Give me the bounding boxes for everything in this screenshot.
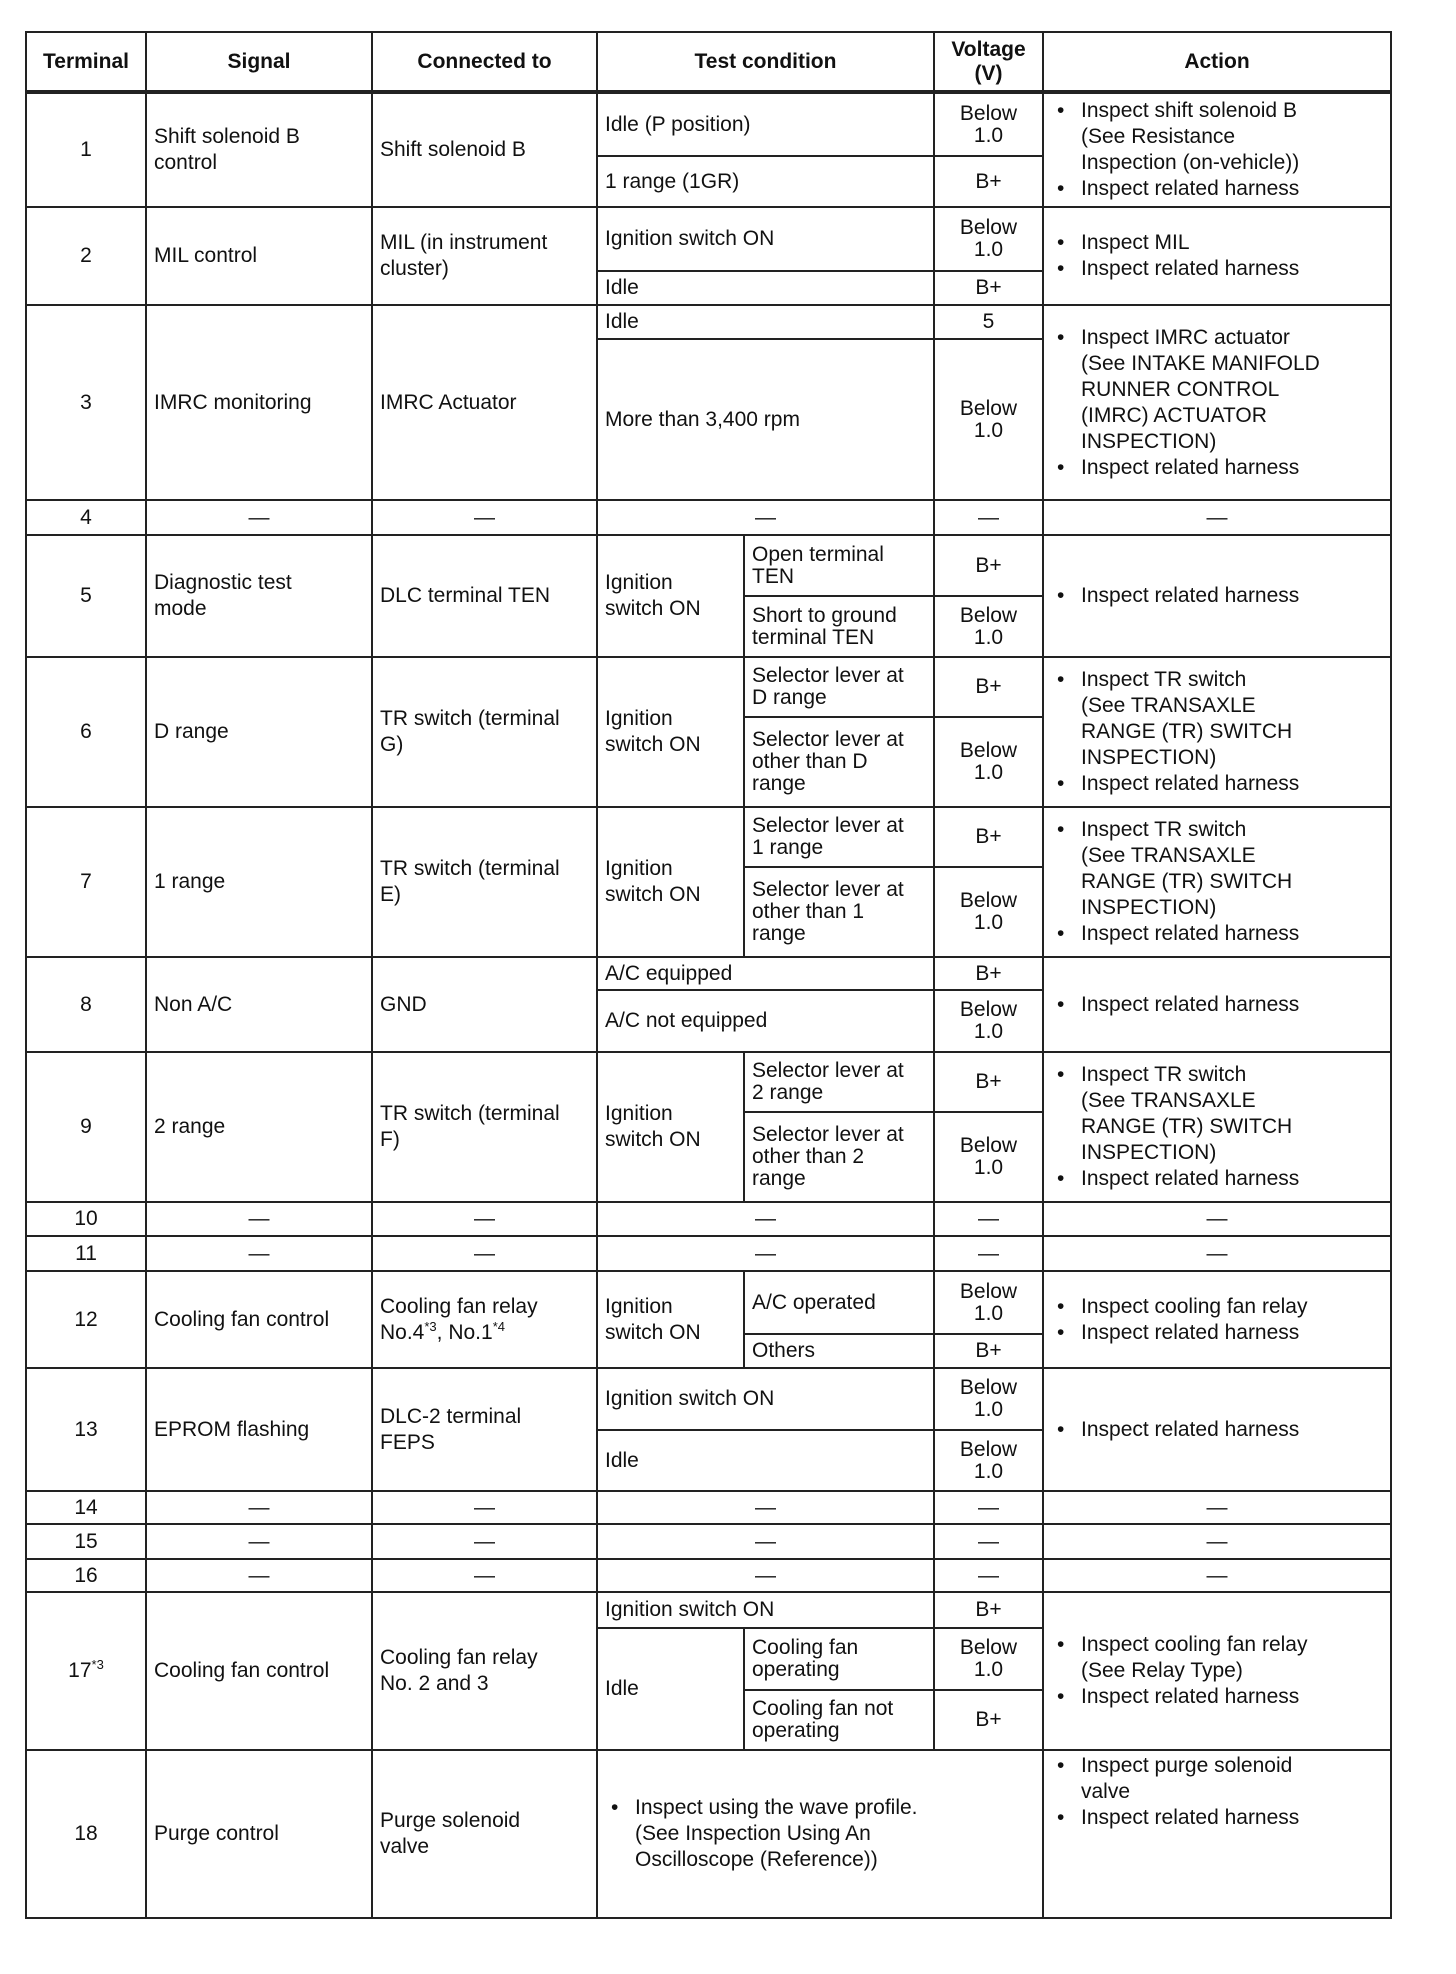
connected-to: TR switch (terminal G) — [372, 657, 597, 807]
action-cell — [1043, 1750, 1391, 1918]
action-item: • Inspect MIL — [1081, 230, 1383, 256]
action-item: • Inspect related harness — [1081, 1684, 1383, 1710]
action-cell — [1043, 535, 1391, 657]
action-item: • Inspect related harness — [1081, 921, 1383, 947]
signal-name: — — [146, 1202, 372, 1236]
test-condition-note — [597, 1750, 1043, 1918]
table-row — [26, 535, 1391, 596]
table-row — [26, 1368, 1391, 1430]
text-segment: Cooling fan relay No.4 — [380, 1294, 538, 1344]
signal-name: — — [146, 1236, 372, 1271]
voltage-value: Below 1.0 — [934, 717, 1043, 807]
action-item: • Inspect TR switch (See TRANSAXLE RANGE (TR) SWITCH INSPECTION) — [1081, 667, 1383, 771]
test-condition: Others — [744, 1334, 934, 1368]
action-item: • Inspect related harness — [1081, 583, 1383, 609]
voltage-value: Below 1.0 — [934, 1368, 1043, 1430]
terminal-number: 18 — [26, 1750, 146, 1918]
test-condition: — — [597, 1202, 934, 1236]
test-condition: A/C not equipped — [597, 990, 934, 1052]
action-item: • Inspect related harness — [1081, 1166, 1383, 1192]
header-voltage: Voltage (V) — [934, 32, 1043, 92]
test-condition: Short to ground terminal TEN — [744, 596, 934, 657]
action-cell — [1043, 305, 1391, 500]
voltage-value: B+ — [934, 957, 1043, 990]
action-list — [1051, 1417, 1383, 1443]
test-condition: More than 3,400 rpm — [597, 339, 934, 500]
signal-name: — — [146, 1559, 372, 1592]
voltage-value: — — [934, 1202, 1043, 1236]
voltage-value: Below 1.0 — [934, 596, 1043, 657]
voltage-value: 5 — [934, 305, 1043, 339]
action-list — [1051, 1753, 1383, 1831]
action-list — [1051, 1294, 1383, 1346]
signal-name: Cooling fan control — [146, 1592, 372, 1750]
table-row — [26, 92, 1391, 156]
connected-to: Cooling fan relay No. 2 and 3 — [372, 1592, 597, 1750]
text-segment: , No.1 — [436, 1320, 493, 1344]
text-segment: 17 — [68, 1659, 92, 1682]
terminal-number: 11 — [26, 1236, 146, 1271]
voltage-value: Below 1.0 — [934, 1112, 1043, 1202]
table-row — [26, 657, 1391, 717]
test-condition: — — [597, 1491, 934, 1524]
connected-to: Shift solenoid B — [372, 92, 597, 207]
test-condition: Ignition switch ON — [597, 1592, 934, 1628]
connected-to: — — [372, 1524, 597, 1559]
connected-to: — — [372, 500, 597, 535]
test-condition: Selector lever at other than D range — [744, 717, 934, 807]
terminal-number: 7 — [26, 807, 146, 957]
action-cell — [1043, 92, 1391, 207]
terminal-number: 5 — [26, 535, 146, 657]
connected-to: GND — [372, 957, 597, 1052]
terminal-number: 4 — [26, 500, 146, 535]
action-list — [1051, 667, 1383, 797]
connected-to: TR switch (terminal F) — [372, 1052, 597, 1202]
table-row — [26, 207, 1391, 271]
action-cell — [1043, 1592, 1391, 1750]
voltage-value: Below 1.0 — [934, 1628, 1043, 1690]
signal-name: Non A/C — [146, 957, 372, 1052]
action-item: • Inspect TR switch (See TRANSAXLE RANGE (TR) SWITCH INSPECTION) — [1081, 1062, 1383, 1166]
test-condition: Cooling fan operating — [744, 1628, 934, 1690]
table-row — [26, 957, 1391, 990]
terminal-number: 3 — [26, 305, 146, 500]
terminal-number — [26, 1592, 146, 1750]
voltage-value: Below 1.0 — [934, 92, 1043, 156]
table-row — [26, 1524, 1391, 1559]
note-item: • Inspect using the wave profile. (See Inspection Using An Oscilloscope (Reference)) — [635, 1795, 1035, 1873]
test-condition: Idle (P position) — [597, 92, 934, 156]
test-condition-group: Ignition switch ON — [597, 1271, 744, 1368]
connected-to: IMRC Actuator — [372, 305, 597, 500]
note-list — [605, 1795, 1035, 1873]
signal-name: Diagnostic test mode — [146, 535, 372, 657]
action-item: • Inspect shift solenoid B (See Resistance Inspection (on-vehicle)) — [1081, 98, 1383, 176]
header-signal: Signal — [146, 32, 372, 92]
terminal-number: 2 — [26, 207, 146, 305]
action-cell: — — [1043, 1236, 1391, 1271]
action-list — [1051, 992, 1383, 1018]
action-cell: — — [1043, 1559, 1391, 1592]
action-item: • Inspect TR switch (See TRANSAXLE RANGE (TR) SWITCH INSPECTION) — [1081, 817, 1383, 921]
footnote-marker: *4 — [492, 1318, 505, 1334]
action-cell — [1043, 957, 1391, 1052]
action-item: • Inspect purge solenoid valve — [1081, 1753, 1383, 1805]
signal-name: D range — [146, 657, 372, 807]
header-test-condition: Test condition — [597, 32, 934, 92]
action-item: • Inspect cooling fan relay (See Relay Type) — [1081, 1632, 1383, 1684]
test-condition: Selector lever at other than 2 range — [744, 1112, 934, 1202]
test-condition-group: Idle — [597, 1628, 744, 1750]
voltage-value: B+ — [934, 1690, 1043, 1750]
voltage-value: Below 1.0 — [934, 1430, 1043, 1491]
test-condition: — — [597, 1559, 934, 1592]
test-condition-group: Ignition switch ON — [597, 1052, 744, 1202]
signal-name: — — [146, 500, 372, 535]
terminal-number: 10 — [26, 1202, 146, 1236]
voltage-value: — — [934, 1524, 1043, 1559]
terminal-number: 9 — [26, 1052, 146, 1202]
voltage-value: B+ — [934, 156, 1043, 207]
voltage-value: — — [934, 500, 1043, 535]
table-row — [26, 1491, 1391, 1524]
action-item: • Inspect related harness — [1081, 1320, 1383, 1346]
action-item: • Inspect IMRC actuator (See INTAKE MANIFOLD RUNNER CONTROL (IMRC) ACTUATOR INSPECTION) — [1081, 325, 1383, 455]
test-condition: Open terminal TEN — [744, 535, 934, 596]
test-condition: Selector lever at D range — [744, 657, 934, 717]
voltage-value: Below 1.0 — [934, 1271, 1043, 1334]
action-cell — [1043, 1271, 1391, 1368]
voltage-value: B+ — [934, 1592, 1043, 1628]
test-condition: Selector lever at 2 range — [744, 1052, 934, 1112]
terminal-number: 16 — [26, 1559, 146, 1592]
signal-name: Shift solenoid B control — [146, 92, 372, 207]
test-condition: A/C equipped — [597, 957, 934, 990]
test-condition: — — [597, 500, 934, 535]
voltage-value: Below 1.0 — [934, 207, 1043, 271]
action-item: • Inspect related harness — [1081, 1417, 1383, 1443]
test-condition: — — [597, 1524, 934, 1559]
connected-to: TR switch (terminal E) — [372, 807, 597, 957]
terminal-number: 12 — [26, 1271, 146, 1368]
connected-to: DLC-2 terminal FEPS — [372, 1368, 597, 1491]
signal-name: 1 range — [146, 807, 372, 957]
test-condition-group: Ignition switch ON — [597, 535, 744, 657]
signal-name: — — [146, 1524, 372, 1559]
table-row — [26, 500, 1391, 535]
terminal-number: 15 — [26, 1524, 146, 1559]
action-list — [1051, 817, 1383, 947]
voltage-value: B+ — [934, 1052, 1043, 1112]
test-condition: — — [597, 1236, 934, 1271]
header-connected-to: Connected to — [372, 32, 597, 92]
test-condition: Cooling fan not operating — [744, 1690, 934, 1750]
action-cell — [1043, 207, 1391, 305]
header-action: Action — [1043, 32, 1391, 92]
terminal-number: 13 — [26, 1368, 146, 1491]
action-cell: — — [1043, 1524, 1391, 1559]
voltage-value: B+ — [934, 535, 1043, 596]
action-cell: — — [1043, 1491, 1391, 1524]
voltage-value: Below 1.0 — [934, 990, 1043, 1052]
action-item: • Inspect related harness — [1081, 256, 1383, 282]
header-row — [26, 32, 1391, 92]
terminal-number: 1 — [26, 92, 146, 207]
signal-name: Purge control — [146, 1750, 372, 1918]
terminal-voltage-table — [25, 31, 1392, 1919]
voltage-value: B+ — [934, 657, 1043, 717]
voltage-value: Below 1.0 — [934, 339, 1043, 500]
connected-to: — — [372, 1559, 597, 1592]
action-cell: — — [1043, 1202, 1391, 1236]
action-list — [1051, 98, 1383, 202]
action-cell — [1043, 657, 1391, 807]
action-item: • Inspect related harness — [1081, 176, 1383, 202]
connected-to: — — [372, 1491, 597, 1524]
signal-name: IMRC monitoring — [146, 305, 372, 500]
action-list — [1051, 1632, 1383, 1710]
terminal-number: 8 — [26, 957, 146, 1052]
voltage-value: — — [934, 1236, 1043, 1271]
test-condition: Selector lever at other than 1 range — [744, 867, 934, 957]
table-row — [26, 1750, 1391, 1918]
action-item: • Inspect related harness — [1081, 771, 1383, 797]
signal-name: — — [146, 1491, 372, 1524]
voltage-value: B+ — [934, 807, 1043, 867]
voltage-value: — — [934, 1491, 1043, 1524]
test-condition: Idle — [597, 1430, 934, 1491]
header-terminal: Terminal — [26, 32, 146, 92]
test-condition: Ignition switch ON — [597, 207, 934, 271]
action-list — [1051, 325, 1383, 481]
action-item: • Inspect related harness — [1081, 1805, 1383, 1831]
table-row — [26, 1052, 1391, 1112]
terminal-number: 14 — [26, 1491, 146, 1524]
action-cell — [1043, 807, 1391, 957]
connected-to: MIL (in instrument cluster) — [372, 207, 597, 305]
action-cell — [1043, 1368, 1391, 1491]
footnote-marker: *3 — [91, 1657, 104, 1672]
action-list — [1051, 230, 1383, 282]
terminal-number: 6 — [26, 657, 146, 807]
connected-to: DLC terminal TEN — [372, 535, 597, 657]
table-row — [26, 1592, 1391, 1628]
test-condition: Ignition switch ON — [597, 1368, 934, 1430]
action-item: • Inspect cooling fan relay — [1081, 1294, 1383, 1320]
connected-to: Purge solenoid valve — [372, 1750, 597, 1918]
test-condition-group: Ignition switch ON — [597, 657, 744, 807]
action-list — [1051, 1062, 1383, 1192]
signal-name: 2 range — [146, 1052, 372, 1202]
action-item: • Inspect related harness — [1081, 455, 1383, 481]
footnote-marker: *3 — [424, 1318, 437, 1334]
action-cell: — — [1043, 500, 1391, 535]
connected-to — [372, 1271, 597, 1368]
signal-name: MIL control — [146, 207, 372, 305]
voltage-value: — — [934, 1559, 1043, 1592]
voltage-value: B+ — [934, 1334, 1043, 1368]
table-row — [26, 1271, 1391, 1334]
action-item: • Inspect related harness — [1081, 992, 1383, 1018]
test-condition: A/C operated — [744, 1271, 934, 1334]
test-condition: Idle — [597, 271, 934, 305]
voltage-value: B+ — [934, 271, 1043, 305]
signal-name: Cooling fan control — [146, 1271, 372, 1368]
table-row — [26, 1202, 1391, 1236]
test-condition: Idle — [597, 305, 934, 339]
action-list — [1051, 583, 1383, 609]
connected-to: — — [372, 1236, 597, 1271]
table-row — [26, 1559, 1391, 1592]
voltage-value: Below 1.0 — [934, 867, 1043, 957]
table-row — [26, 1236, 1391, 1271]
table-row — [26, 305, 1391, 339]
connected-to: — — [372, 1202, 597, 1236]
signal-name: EPROM flashing — [146, 1368, 372, 1491]
test-condition: Selector lever at 1 range — [744, 807, 934, 867]
action-cell — [1043, 1052, 1391, 1202]
table-row — [26, 807, 1391, 867]
test-condition-group: Ignition switch ON — [597, 807, 744, 957]
test-condition: 1 range (1GR) — [597, 156, 934, 207]
